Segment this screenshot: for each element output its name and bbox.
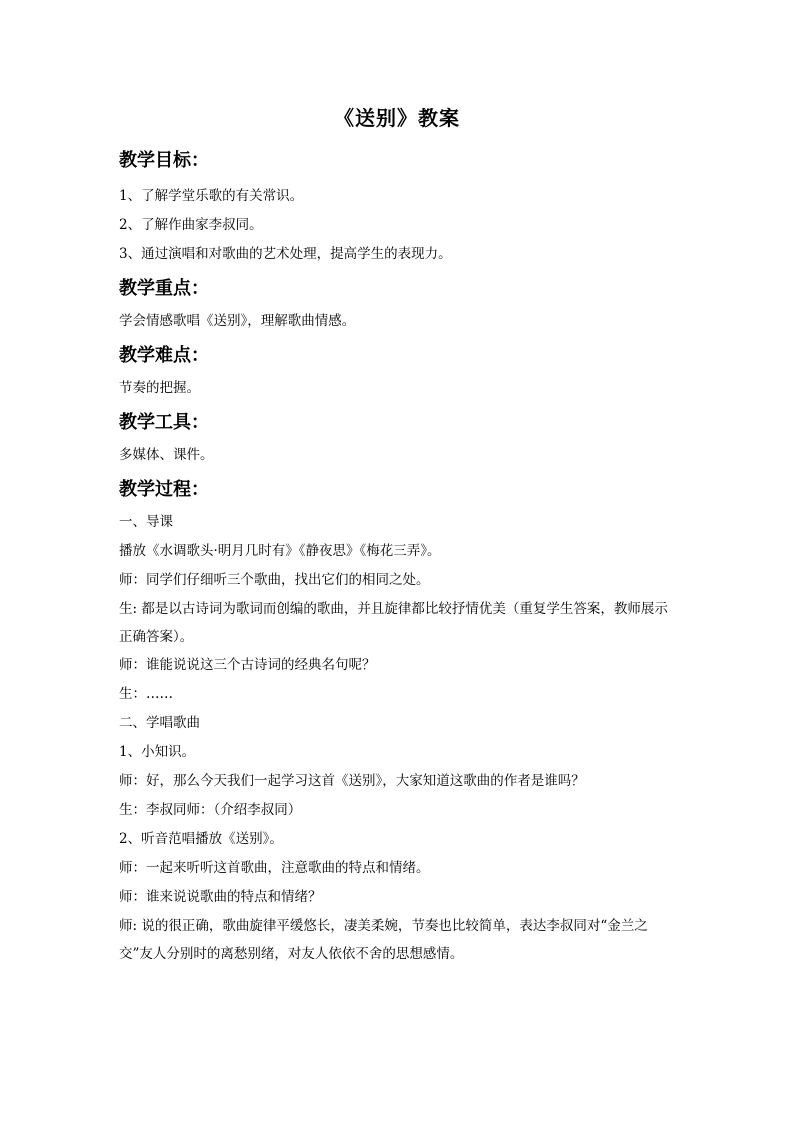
paragraph: 播放《水调歌头·明月几时有》《静夜思》《梅花三弄》。 (119, 543, 441, 559)
paragraph: 师：谁能说说这三个古诗词的经典名句呢？ (119, 657, 376, 673)
paragraph: 一、导课 (119, 514, 173, 530)
section-heading-difficulties: 教学难点： (119, 345, 209, 366)
section-heading-tools: 教学工具： (119, 412, 209, 433)
paragraph: 师：谁来说说歌曲的特点和情绪？ (119, 889, 322, 905)
paragraph: 二、学唱歌曲 (119, 715, 200, 731)
paragraph: 师: 说的很正确，歌曲旋律平缓悠长，凄美柔婉，节奏也比较简单，表达李叔同对“金兰之交”友人分别时的离愁别绪，对友人依依不舍的思想感情。 (119, 918, 648, 962)
section-heading-key-points: 教学重点： (119, 278, 209, 299)
paragraph: 2、了解作曲家李叔同。 (119, 217, 263, 233)
section-heading-objectives: 教学目标： (119, 150, 209, 171)
paragraph: 多媒体、课件。 (119, 447, 214, 463)
paragraph: 节奏的把握。 (119, 380, 200, 396)
paragraph: 3、通过演唱和对歌曲的艺术处理，提高学生的表现力。 (119, 246, 452, 262)
paragraph: 师：同学们仔细听三个歌曲，找出它们的相同之处。 (119, 572, 430, 588)
paragraph: 师：一起来听听这首歌曲，注意歌曲的特点和情绪。 (119, 860, 430, 876)
document-body (119, 144, 679, 968)
paragraph: 生: 都是以古诗词为歌词而创编的歌曲，并且旋律都比较抒情优美（重复学生答案，教师展示正确答案）。 (119, 601, 668, 645)
document-title: 《送别》教案 (334, 106, 460, 130)
paragraph: 生：李叔同师：（介绍李叔同） (119, 802, 302, 818)
paragraph: 1、了解学堂乐歌的有关常识。 (119, 188, 304, 204)
paragraph: 生：…… (119, 686, 173, 702)
section-heading-process: 教学过程： (119, 479, 209, 500)
paragraph: 1、小知识。 (119, 744, 196, 760)
paragraph: 师：好，那么今天我们一起学习这首《送别》，大家知道这歌曲的作者是谁吗？ (119, 773, 585, 789)
paragraph: 学会情感歌唱《送别》，理解歌曲情感。 (119, 313, 356, 329)
paragraph: 2、听音范唱播放《送别》。 (119, 831, 283, 847)
